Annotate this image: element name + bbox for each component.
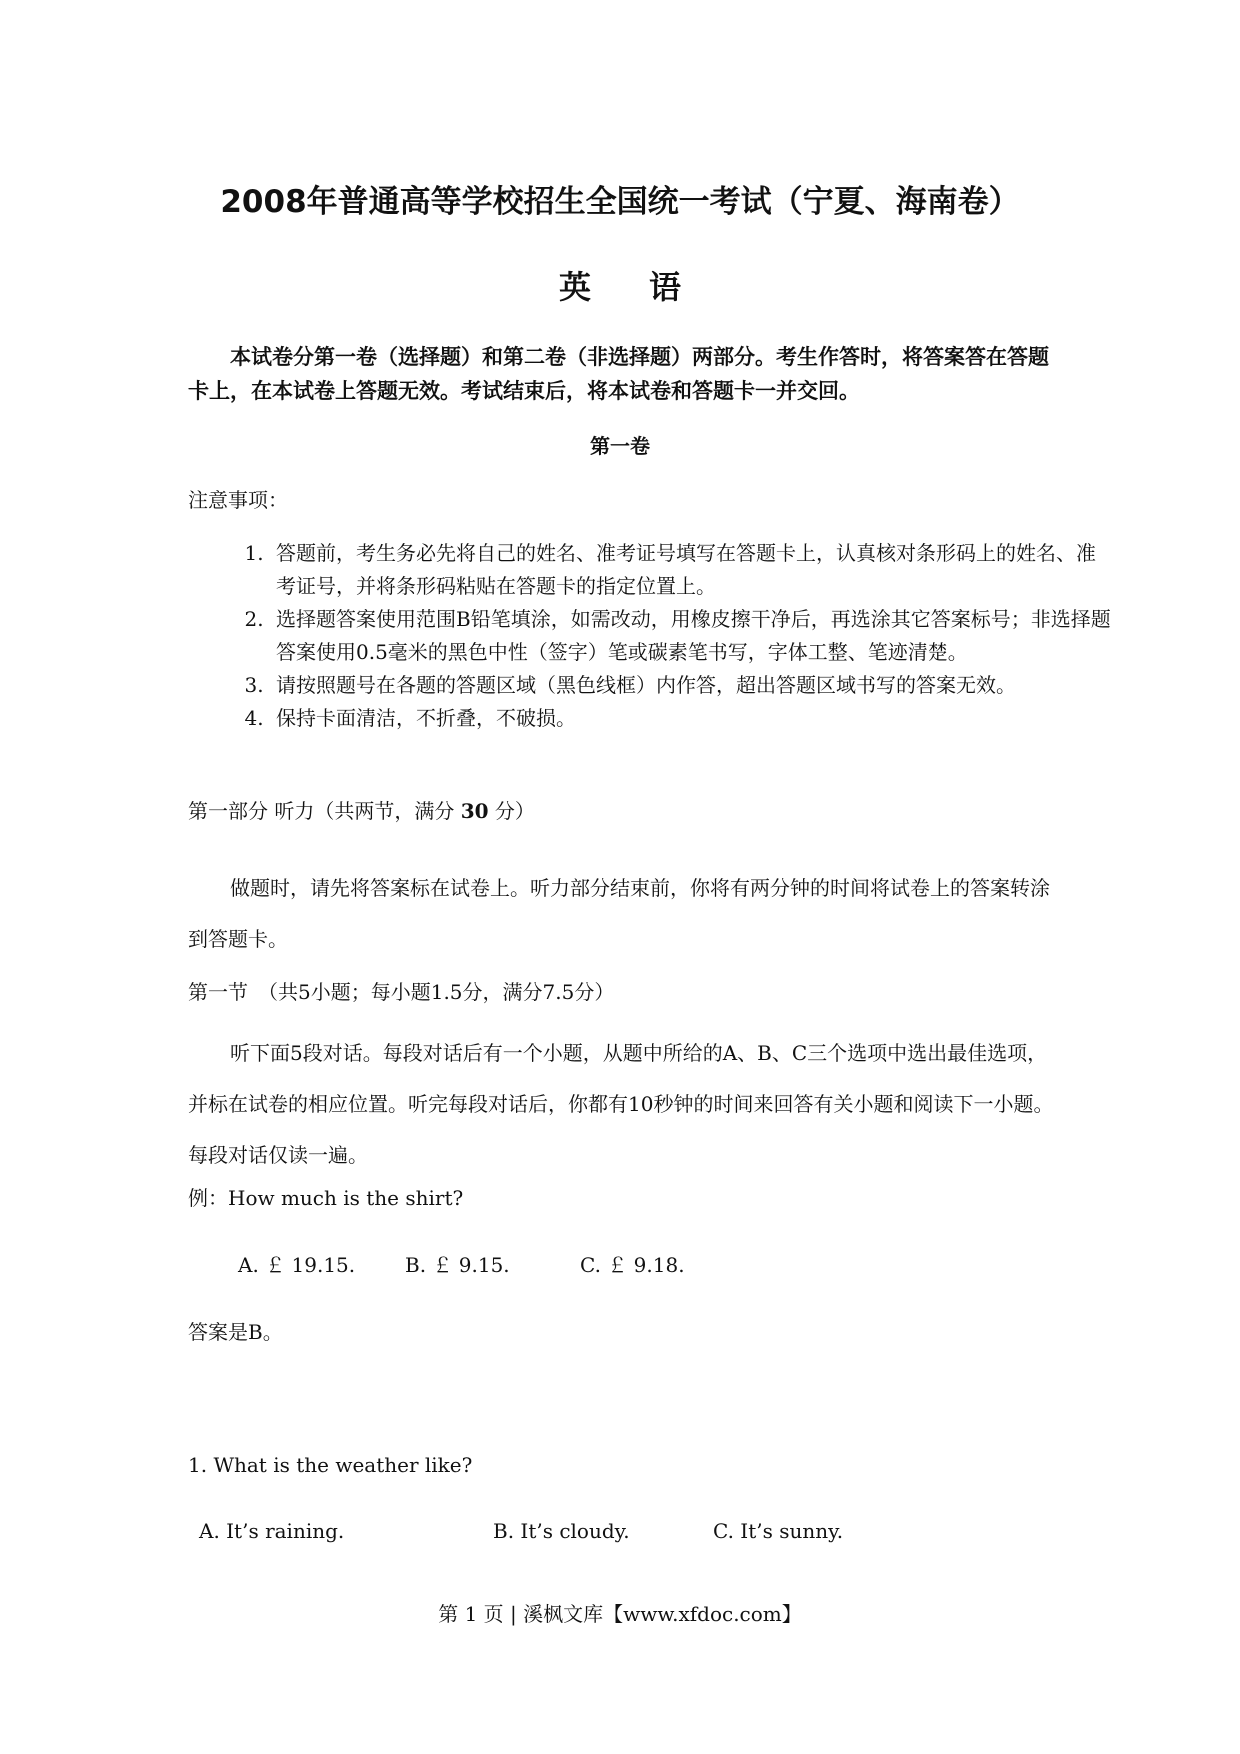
question-1-option-a: A. It’s raining. [199, 1519, 345, 1543]
notice-item: 3. 请按照题号在各题的答题区域（黑色线框）内作答，超出答题区域书写的答案无效。 [270, 669, 1112, 702]
part1-heading [188, 795, 535, 828]
page-footer: 第 1 页 | 溪枫文库【www.xfdoc.com】 [438, 1602, 802, 1626]
question-1-option-c: C. It’s sunny. [713, 1519, 844, 1543]
notice-item: 1. 答题前，考生务必先将自己的姓名、准考证号填写在答题卡上，认真核对条形码上的姓名、准考证号，并将条形码粘贴在答题卡的指定位置上。 [270, 537, 1112, 603]
example-answer: 答案是B。 [188, 1320, 283, 1344]
part1-score: 30 [460, 799, 489, 823]
subject-char-2: 语 [649, 268, 682, 306]
notice-item: 2. 选择题答案使用范围B铅笔填涂，如需改动，用橡皮擦干净后，再选涂其它答案标号；非选择题答案使用0.5毫米的黑色中性（签字）笔或碳素笔书写，字体工整、笔迹清楚。 [270, 603, 1112, 669]
exam-intro: 本试卷分第一卷（选择题）和第二卷（非选择题）两部分。考生作答时，将答案答在答题卡上，在本试卷上答题无效。考试结束后，将本试卷和答题卡一并交回。 [188, 345, 1049, 403]
example-option-c: C. ￡ 9.18. [580, 1253, 685, 1277]
example-question: 例：How much is the shirt? [188, 1186, 464, 1210]
listening-instruction: 做题时，请先将答案标在试卷上。听力部分结束前，你将有两分钟的时间将试卷上的答案转涂到答题卡。 [188, 876, 1050, 951]
section1-instruction: 听下面5段对话。每段对话后有一个小题，从题中所给的A、B、C三个选项中选出最佳选项，并标在试卷的相应位置。听完每段对话后，你都有10秒钟的时间来回答有关小题和阅读下一小题。每段对话仅读一遍。 [188, 1041, 1054, 1167]
subject-char-1: 英 [558, 268, 591, 306]
volume-heading: 第一卷 [590, 434, 650, 458]
question-1: 1. What is the weather like? [188, 1453, 473, 1477]
question-1-option-b: B. It’s cloudy. [493, 1519, 630, 1543]
notice-item: 4. 保持卡面清洁，不折叠，不破损。 [270, 702, 1112, 735]
example-option-a: A. ￡ 19.15. [238, 1253, 356, 1277]
exam-title: 2008年普通高等学校招生全国统一考试（宁夏、海南卷） [220, 184, 1020, 220]
notice-title: 注意事项： [188, 488, 288, 512]
part1-prefix: 第一部分 听力（共两节，满分 [188, 799, 461, 823]
example-option-b: B. ￡ 9.15. [405, 1253, 510, 1277]
subject-heading [0, 262, 1240, 308]
part1-suffix: 分） [488, 799, 535, 823]
notice-list [230, 537, 1112, 735]
section1-heading: 第一节 （共5小题；每小题1.5分，满分7.5分） [188, 980, 615, 1004]
